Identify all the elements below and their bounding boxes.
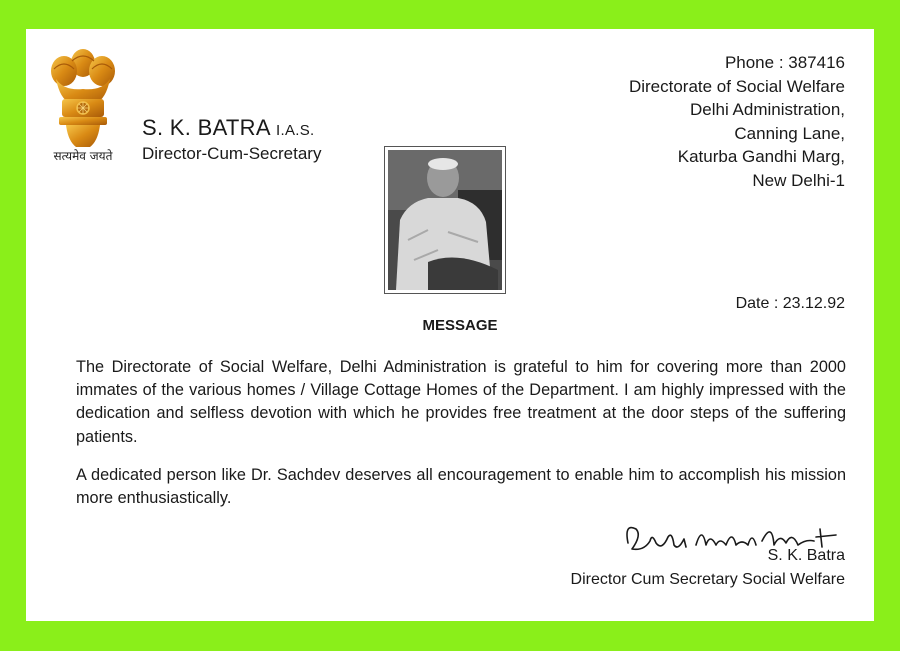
letterhead-card xyxy=(26,29,874,621)
message-paragraph: A dedicated person like Dr. Sachdev deserves all encouragement to enable him to accomplish his mission more enthusiastically. xyxy=(76,465,846,508)
message-body xyxy=(76,356,846,525)
sender-name: S. K. BATRA xyxy=(142,115,270,140)
address-line: Directorate of Social Welfare xyxy=(628,76,845,96)
phone-number: Phone : 387416 xyxy=(724,53,845,72)
sender-block xyxy=(142,115,321,164)
letter-date: Date : 23.12.92 xyxy=(735,295,845,312)
address-line: New Delhi-1 xyxy=(752,170,845,190)
sender-name-line xyxy=(142,115,321,141)
address-line: Canning Lane, xyxy=(734,123,845,143)
ashoka-emblem-icon xyxy=(42,41,124,163)
address-block xyxy=(629,51,845,192)
national-motto: सत्यमेव जयते xyxy=(53,149,113,163)
message-paragraph: The Directorate of Social Welfare, Delhi Administration is grateful to him for covering more than 2000 immates of the various homes / Village Cottage Homes of the Department. I am highly impressed with the dedication and selfless devotion with which he provides free treatment at the door steps of the suffering patients. xyxy=(76,358,846,446)
address-line: Delhi Administration, xyxy=(690,100,845,119)
address-line: Katurba Gandhi Marg, xyxy=(677,147,845,166)
sender-designation: Director-Cum-Secretary xyxy=(142,144,322,163)
message-heading: MESSAGE xyxy=(422,317,498,334)
sender-suffix: I.A.S. xyxy=(276,122,315,139)
portrait-photo xyxy=(384,146,506,294)
portrait-image xyxy=(388,150,502,290)
signatory-title: Director Cum Secretary Social Welfare xyxy=(570,571,845,588)
signatory-name: S. K. Batra xyxy=(767,547,845,564)
